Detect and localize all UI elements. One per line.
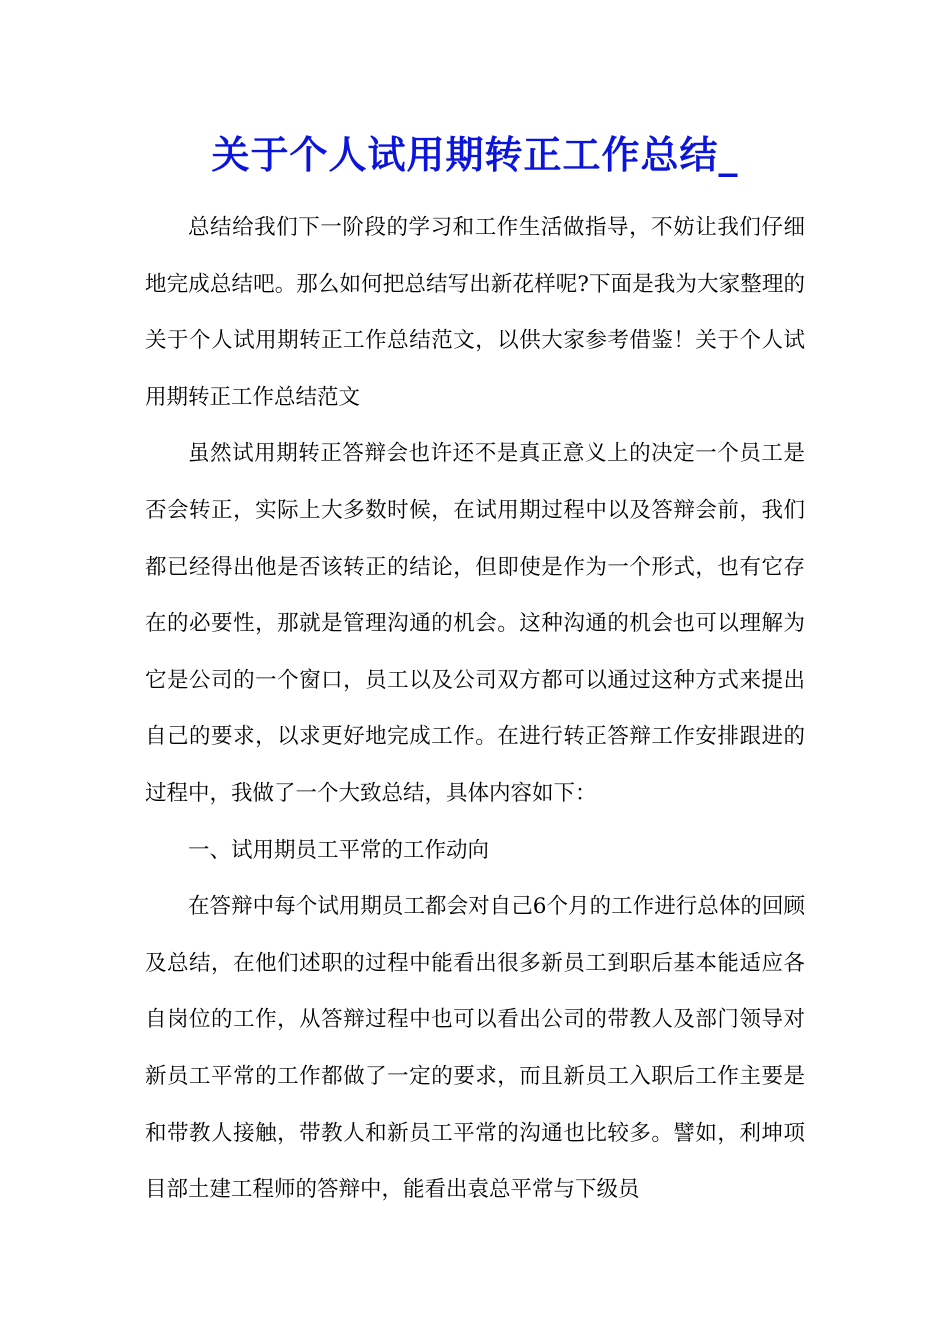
paragraph-intro: 总结给我们下一阶段的学习和工作生活做指导，不妨让我们仔细地完成总结吧。那么如何把总结写出新花样呢?下面是我为大家整理的关于个人试用期转正工作总结范文，以供大家参考借鉴！关于个人试用期转正工作总结范文: [145, 215, 805, 410]
paragraph-work-review: 在答辩中每个试用期员工都会对自己6个月的工作进行总体的回顾及总结，在他们述职的过程中能看出很多新员工到职后基本能适应各自岗位的工作，从答辩过程中也可以看出公司的带教人及部门领导对新员工平常的工作都做了一定的要求，而且新员工入职后工作主要是和带教人接触，带教人和新员工平常的沟通也比较多。譬如，利坤项目部土建工程师的答辩中，能看出袁总平常与下级员: [145, 894, 805, 1203]
document-body: [145, 200, 805, 1219]
section-heading-1: 一、试用期员工平常的工作动向: [188, 837, 490, 863]
document-title: 关于个人试用期转正工作总结_: [211, 132, 739, 177]
paragraph-defense-meeting: 虽然试用期转正答辩会也许还不是真正意义上的决定一个员工是否会转正，实际上大多数时候，在试用期过程中以及答辩会前，我们都已经得出他是否该转正的结论，但即使是作为一个形式，也有它存在的必要性，那就是管理沟通的机会。这种沟通的机会也可以理解为它是公司的一个窗口，员工以及公司双方都可以通过这种方式来提出自己的要求，以求更好地完成工作。在进行转正答辩工作安排跟进的过程中，我做了一个大致总结，具体内容如下：: [145, 441, 805, 806]
